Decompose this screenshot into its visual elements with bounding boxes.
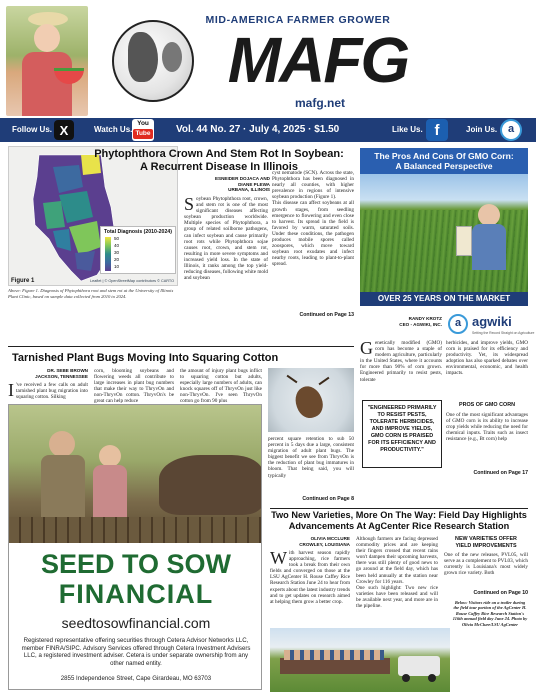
- facebook-icon[interactable]: f: [426, 119, 448, 141]
- dropcap: S: [184, 194, 195, 214]
- dropcap: W: [270, 548, 287, 568]
- article3-title: Two New Varieties, More On The Way: Field Day Highlights Advancements At AgCenter Rice Research Station: [271, 510, 527, 531]
- join-label: Join Us.: [466, 125, 498, 134]
- article1-col1: Soybean Phytophthora root, crown, and stem rot is one of the most significant diseases affecting soybean production worldwide. Multiple species of Phytophthora, a group of related soilborne pathogens, can infect soybean and cause primarily root rots while Phytophthora sojae causes root, crown, and stem rot, resulting in more severe symptoms and increased yield loss. In the state of Illinois, it ranks among the top yield-reducing diseases, following white mold and soybean: [184, 194, 268, 282]
- legend-value: 20: [114, 257, 120, 262]
- article3-col2: Although farmers are facing depressed commodity prices and are keeping their fingers crossed that recent rains won't dampen their upcoming harvests, there was still plenty of good news to go around at the field day, which has been held annually at the station near Crowley for 116 years. One such highlight: Two new rice varieties have been released and will be available next year, and more are in the pipeline.: [356, 536, 438, 610]
- divider: [270, 508, 528, 509]
- like-label: Like Us.: [392, 125, 423, 134]
- masthead-url[interactable]: mafg.net: [294, 96, 345, 110]
- legend-value: 30: [114, 250, 120, 255]
- follow-label: Follow Us.: [12, 125, 52, 134]
- article2-title: Tarnished Plant Bugs Moving Into Squaring Cotton: [12, 352, 279, 364]
- gmo-header: The Pros And Cons Of GMO Corn: A Balanced Perspective: [360, 148, 528, 174]
- article2-col2: corn, blooming soybeans and flowering weeds all contribute to large increases in plant bug numbers that make their way to ThryvOn and non-ThryvOn cotton. ThryvOn's be great can help reduce: [94, 368, 174, 405]
- article3-caption: Below: Visitors ride on a trailer during the field tour portion of the AgCenter H. Rouse Caffey Rice Research Station's 116th annual field day June 24. Photo by Olivia McClure/LSU AgCenter: [452, 600, 528, 627]
- article3-col1: With harvest season rapidly approaching, rice farmers took a break from their own fields and converged on those at the LSU AgCenter H. Rouse Caffey Rice Research Station June 24 to hear from experts about the latest industry trends and to get updates on research aimed at helping them grow a better crop.: [270, 548, 350, 605]
- agwiki-logo-icon: a: [448, 314, 468, 334]
- map-legend: [100, 226, 176, 274]
- article2-byline: DR. SEBE BROWN JACKSON, TENNESSEE: [35, 368, 88, 379]
- ad-photo: [9, 405, 262, 543]
- gmo-col1: Genetically modified (GMO) corn has become a staple of modern agriculture, particularly in the United States, where it accounts for more than 90% of corn grown. Engineered primarily to resist pests, tolerate: [360, 338, 442, 383]
- legend-value: 40: [114, 243, 120, 248]
- article1-title: Phytophthora Crown And Stem Rot In Soybean: A Recurrent Disease In Illinois: [94, 148, 344, 173]
- masthead-top-line: MID-AMERICA FARMER GROWER: [205, 14, 391, 26]
- figure-caption: Above: Figure 1. Diagnosis of Phytophthora root and stem rot at the University of Illinois Plant Clinic, based on sample data collected from 2010 to 2024.: [8, 288, 174, 299]
- rice-field-photo: [270, 628, 450, 692]
- article3-side-heading: NEW VARIETIES OFFER YIELD IMPROVEMENTS: [455, 536, 517, 549]
- divider: [8, 346, 354, 347]
- plant-bug-photo: [268, 368, 354, 432]
- issue-info: Vol. 44 No. 27 · July 4, 2025 · $1.50: [176, 124, 340, 135]
- youtube-icon[interactable]: You Tube: [132, 119, 154, 141]
- x-icon[interactable]: X: [54, 120, 74, 140]
- gmo-photo: [360, 174, 528, 292]
- legend-value: 50: [114, 236, 120, 241]
- article1-col2: cyst nematode (SCN). Across the state, Phytophthora has been diagnosed in nearly all counties, with higher prevalence in regions of intensive soybean production (Figure 1). This disease can affect soybeans at all growth stages, from seedling emergence to flowering and even close to harvest. Its spread in the field is favored by warm, saturated soils. Under these conditions, the pathogen produces mobile spores called zoospores, which move toward soybean root exudates and infect nearby roots, leading to plant-to-plant spread.: [272, 170, 354, 268]
- ad-disclaimer: Registered representative offering securities through Cetera Advisor Networks LLC, member FINRA/SIPC. Advisory Services offered through Cetera Investment Advisers LLC, a registered investment adviser. Cetera is under separate ownership from any other named entity.: [21, 637, 251, 667]
- article3-continued[interactable]: Continued on Page 10: [473, 590, 528, 596]
- ad-address: 2855 Independence Street, Cape Girardeau, MO 63703: [60, 675, 212, 682]
- masthead: [0, 0, 536, 118]
- article2-col3: the amount of injury plant bugs inflict to squaring cotton but adults, especially large numbers of adults, can knock squares off of ThryvOn just like non-ThryvOn. I've seen ThryvOn cotton go from 90 plus: [180, 368, 262, 405]
- article2-col1: I 've received a few calls on adult tarnished plant bug migration into squaring cotton. Silking: [8, 380, 88, 401]
- pull-quote: "ENGINEERED PRIMARILY TO RESIST PESTS, TOLERATE HERBICIDES, AND IMPROVE YIELDS, GMO CORN IS PRAISED FOR ITS EFFICIENCY AND PRODUCTIVITY.": [362, 400, 442, 468]
- article3-col3: One of the new releases, PVL05, will serve as a complement to PVL03, which currently is Louisiana's most widely grown rice variety. Both: [444, 552, 528, 577]
- agwiki-join-icon[interactable]: a: [500, 119, 522, 141]
- masthead-logo: MAFG: [227, 24, 409, 96]
- ad-url[interactable]: seedtosowfinancial.com: [61, 615, 211, 631]
- dropcap: I: [8, 380, 14, 400]
- figure-label: Figure 1: [11, 278, 35, 284]
- pros-text: One of the most significant advantages of GMO corn is its ability to increase crop yields while reducing the need for chemical inputs. Traits such as insect resistance (e.g., Bt corn) help: [446, 412, 528, 443]
- watch-label: Watch Us.: [94, 125, 133, 134]
- agwiki-logo-text: agwiki: [472, 314, 512, 329]
- article1-continued[interactable]: Continued on Page 13: [299, 312, 354, 318]
- legend-value: 10: [114, 264, 120, 269]
- map-credit[interactable]: Leaflet | © OpenStreetMap contributors © CARTO: [90, 279, 175, 283]
- gmo-col2: herbicides, and improve yields, GMO corn is praised for its efficiency and productivity. Yet, its widespread adoption has also sparked debates over environmental, economic, and health impacts.: [446, 340, 528, 377]
- seed-to-sow-ad[interactable]: SEED TO SOW FINANCIAL seedtosowfinancial.com Registered representative offering securities through Cetera Advisor Networks LLC, member FINRA/SIPC. Advisory Services offered through Cetera Investment Advisers LLC, a registered investment adviser. Cetera is under separate ownership from any other named entity. 2855 Independence Street, Cape Girardeau, MO 63703: [8, 404, 262, 690]
- agwiki-tagline: Setting the Record Straight on Agriculture: [472, 331, 535, 335]
- gmo-byline: RANDY KROTZ CEO - AGWIKI, INC.: [399, 316, 442, 327]
- article2-continued[interactable]: Continued on Page 8: [302, 496, 354, 502]
- gmo-continued[interactable]: Continued on Page 17: [473, 470, 528, 476]
- map-legend-gradient: [105, 237, 111, 271]
- article1-byline: ESNEIDER DOJACA AND DIANE PLEWA URBANA, ILLINOIS: [214, 176, 270, 193]
- map-legend-title: Total Diagnosis (2010-2024): [104, 229, 172, 235]
- gmo-banner: OVER 25 YEARS ON THE MARKET: [360, 292, 528, 306]
- agwiki-logo: [448, 312, 535, 338]
- dropcap: G: [360, 338, 373, 358]
- masthead-photo: [6, 6, 88, 116]
- article2-col4: percent square retention to sub 50 percent in 5 days due a large, consistent migration of adult plant bugs. The biggest benefit we see from ThryvOn is the reduction of plant bug immatures in bloom. That being said, you will typically: [268, 436, 354, 479]
- article3-byline: OLIVIA MCCLURE CROWLEY, LOUISIANA: [299, 536, 350, 547]
- article-phytophthora: [8, 146, 354, 336]
- pros-heading: PROS OF GMO CORN: [458, 402, 515, 408]
